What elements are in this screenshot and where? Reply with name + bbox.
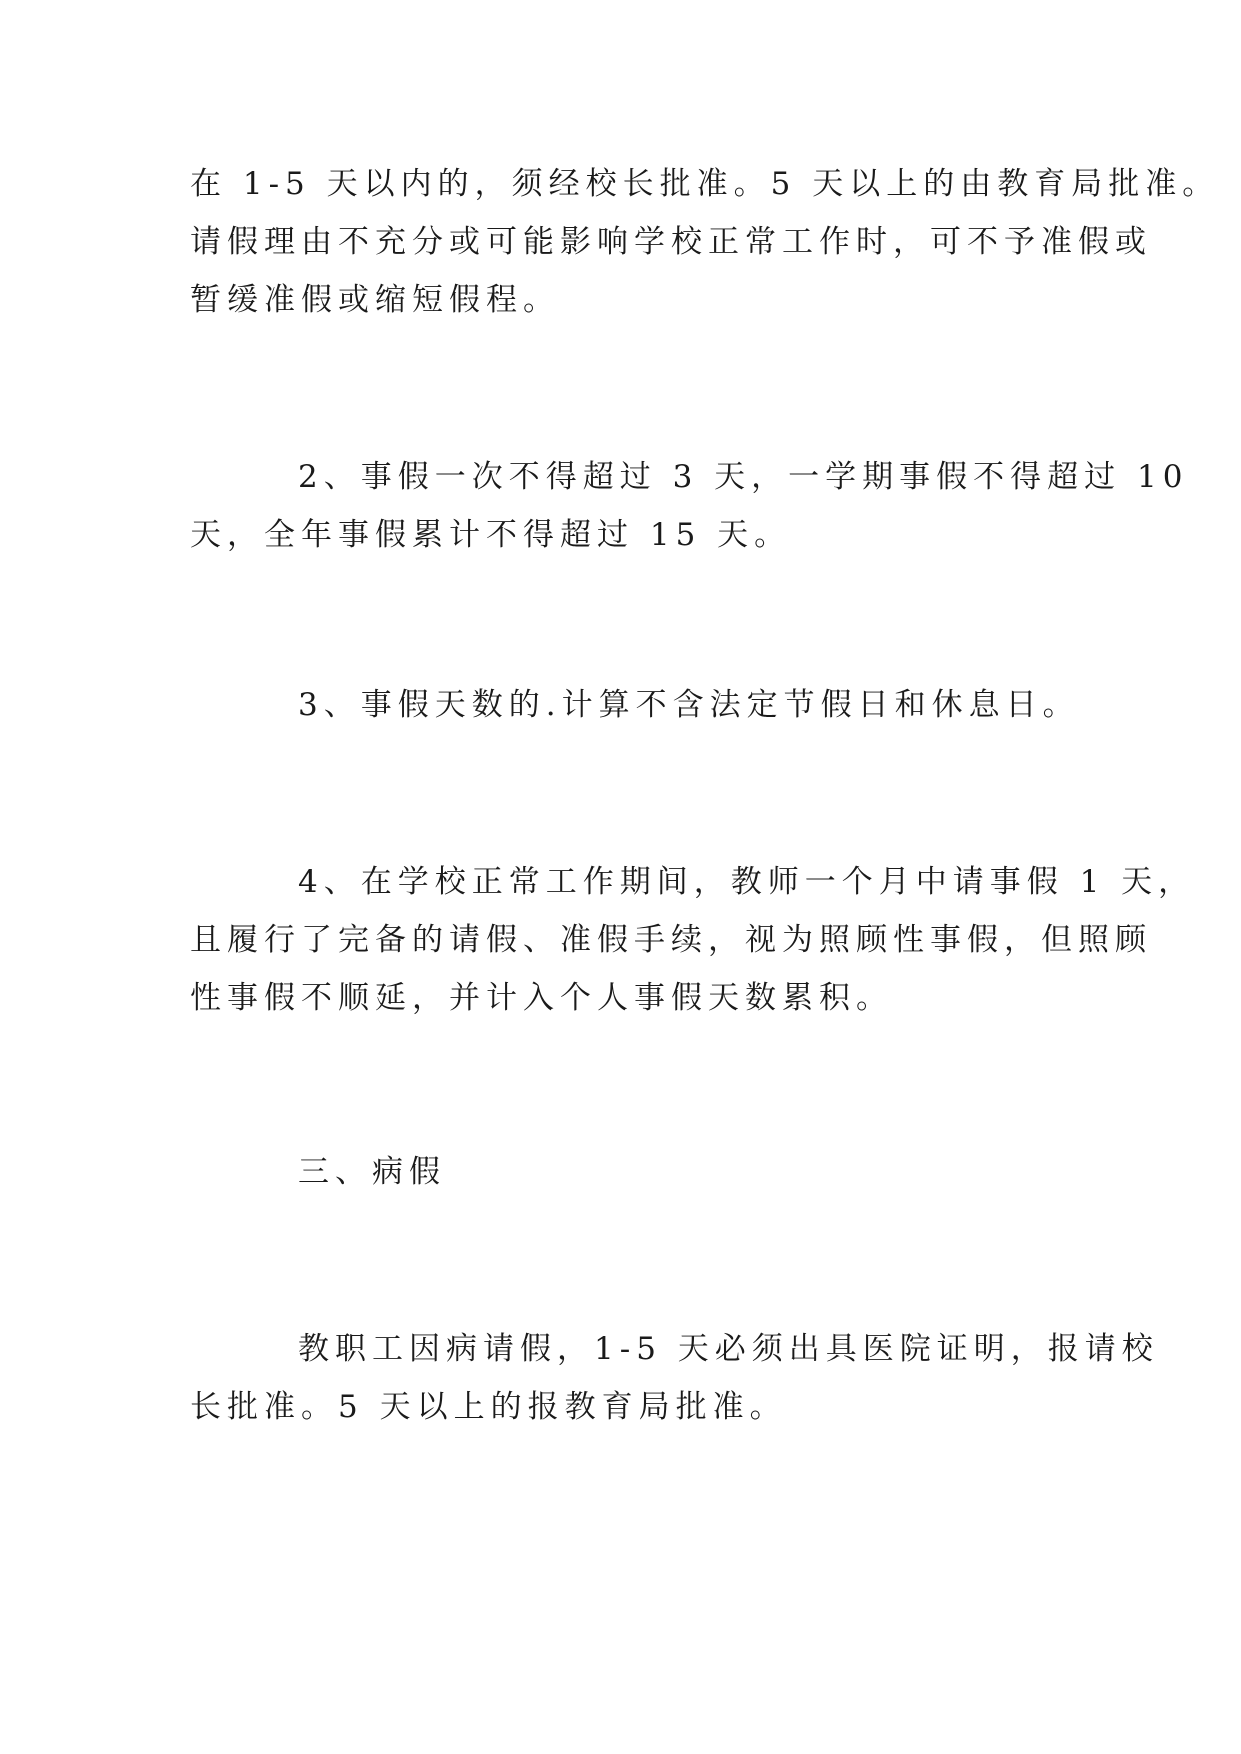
text-line: 暂缓准假或缩短假程。 <box>190 282 560 318</box>
paragraph-item-3 <box>190 676 1080 734</box>
paragraph-approval-rules <box>190 155 1220 329</box>
text-line: 2、事假一次不得超过 3 天，一学期事假不得超过 10 <box>298 459 1189 495</box>
text-line: 请假理由不充分或可能影响学校正常工作时，可不予准假或 <box>190 224 1152 260</box>
text-line: 在 1-5 天以内的，须经校长批准。5 天以上的由教育局批准。 <box>190 166 1220 202</box>
paragraph-sick-leave <box>190 1320 1159 1436</box>
text-line: 性事假不顺延，并计入个人事假天数累积。 <box>190 980 893 1016</box>
text-line: 4、在学校正常工作期间，教师一个月中请事假 1 天， <box>298 864 1196 900</box>
text-line: 长批准。5 天以上的报教育局批准。 <box>190 1389 787 1425</box>
text-line: 3、事假天数的.计算不含法定节假日和休息日。 <box>298 687 1080 723</box>
section-heading-sick-leave <box>190 1143 1070 1201</box>
text-line: 天，全年事假累计不得超过 15 天。 <box>190 517 792 553</box>
text-line: 教职工因病请假，1-5 天必须出具医院证明，报请校 <box>298 1331 1159 1367</box>
paragraph-item-2 <box>190 448 1189 564</box>
text-line: 且履行了完备的请假、准假手续，视为照顾性事假，但照顾 <box>190 922 1152 958</box>
section-heading: 三、病假 <box>298 1154 446 1190</box>
paragraph-item-4 <box>190 853 1196 1027</box>
